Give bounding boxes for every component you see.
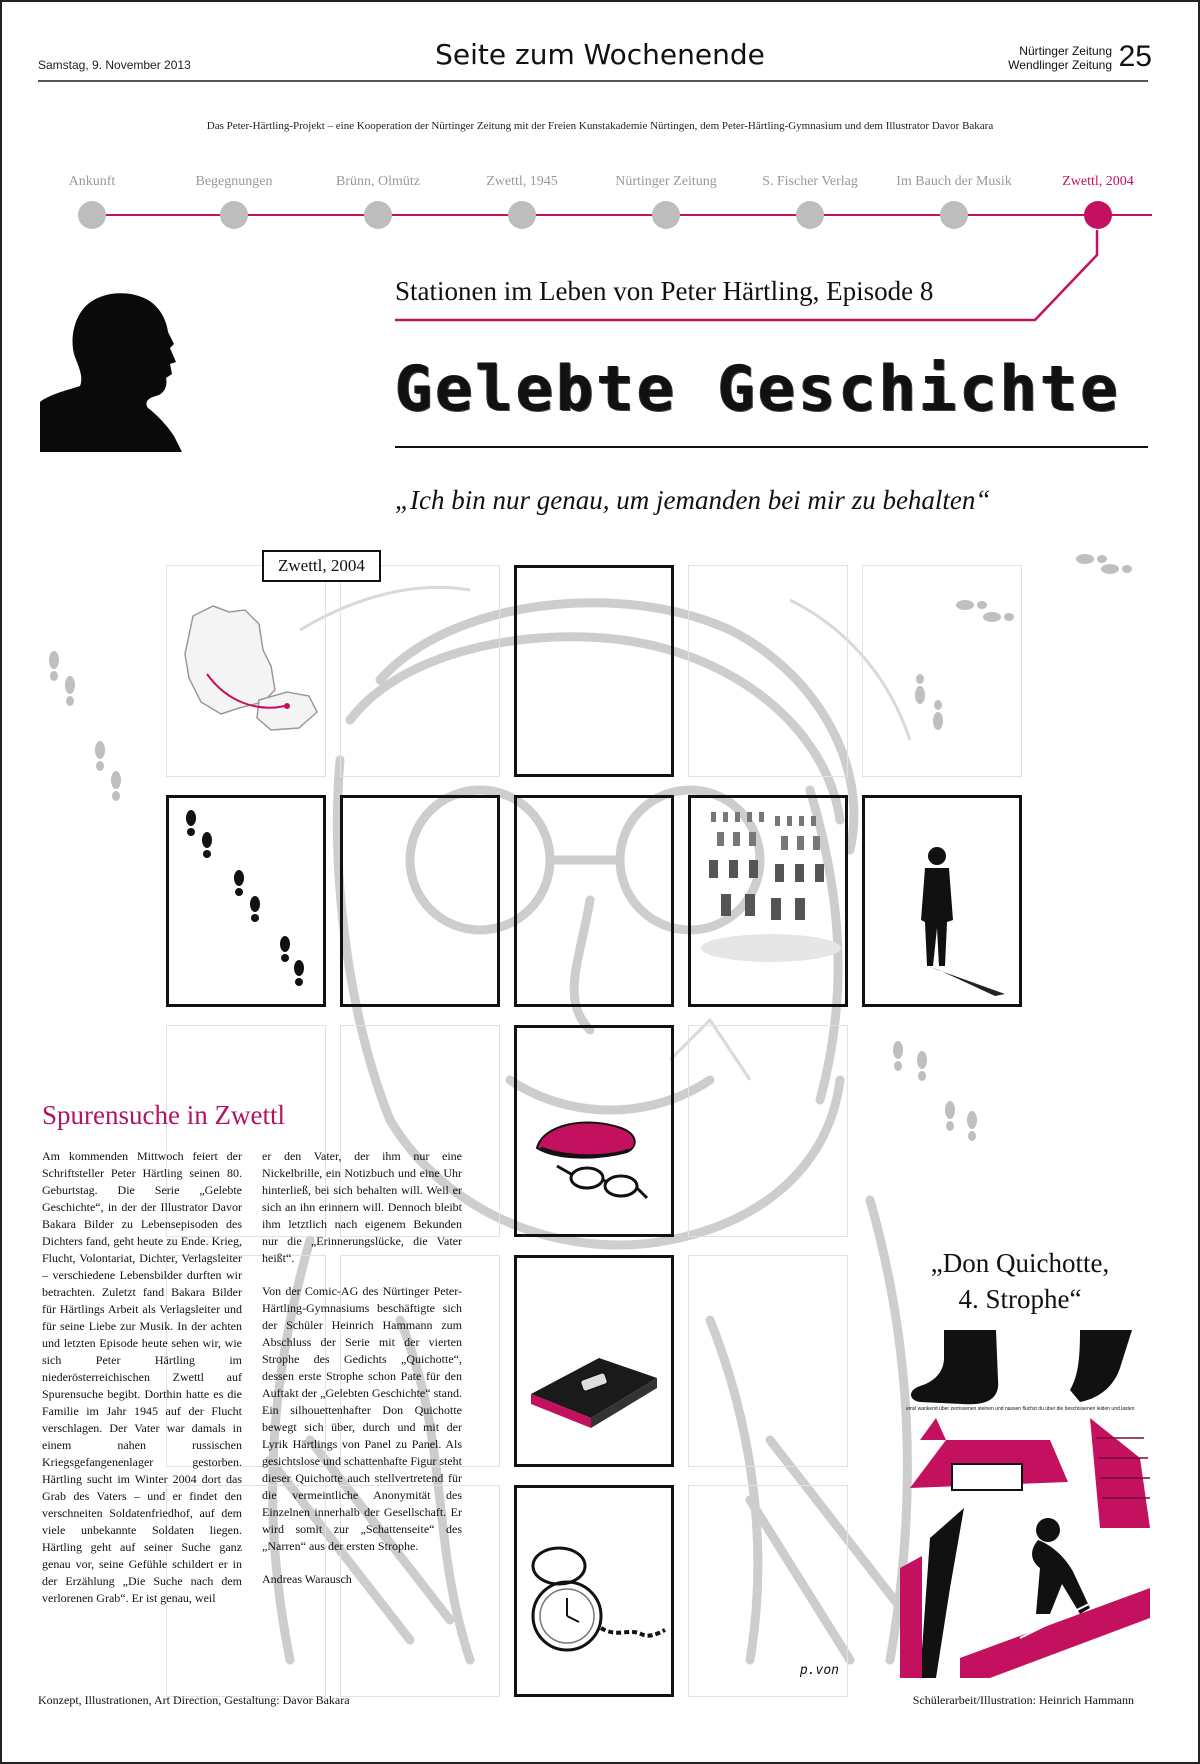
timeline-line — [92, 214, 1152, 216]
issue-date: Samstag, 9. November 2013 — [38, 58, 191, 72]
place-label: Zwettl, 2004 — [262, 550, 381, 582]
comic-panel-map — [166, 565, 326, 777]
comic-panel-empty — [688, 1255, 848, 1467]
pull-quote: „Ich bin nur genau, um jemanden bei mir zu behalten“ — [395, 485, 991, 515]
comic-panel-cap-glasses — [514, 1025, 674, 1237]
cap-and-glasses-icon — [517, 1028, 671, 1234]
timeline-connector — [395, 225, 1115, 325]
comic-panel-empty — [340, 565, 500, 777]
poem-title-line1: „Don Quichotte, — [930, 1248, 1110, 1278]
newspaper-name-line1: Nürtinger Zeitung — [1019, 44, 1112, 58]
timeline-station-label: Brünn, Olmütz — [336, 174, 420, 189]
house-roof-icon — [900, 1418, 1150, 1688]
series-title: Stationen im Leben von Peter Härtling, Episode 8 — [395, 276, 934, 306]
article-title: Spurensuche in Zwettl — [42, 1100, 285, 1130]
footprints-icon — [880, 1030, 990, 1150]
comic-panel-empty — [862, 565, 1022, 777]
newspaper-name-line2: Wendlinger Zeitung — [1008, 58, 1112, 72]
headline-rule — [395, 446, 1148, 448]
headline: Gelebte Geschichte — [395, 352, 1121, 425]
article-column-1 — [42, 1148, 242, 1623]
comic-panel-empty — [688, 1025, 848, 1237]
pocket-watch-icon — [517, 1488, 671, 1694]
article-paragraph: Von der Comic-AG des Nürtinger Peter-Härtling-Gymnasiums beschäftigte sich der Schüler Heinrich Hammann zum Abschluss der Serie mit der vierten Strophe des Gedichts „Quichotte“, dessen erste Strophe schon Pate für den Auftakt der „Gelebten Geschichte“ stand. Ein silhouettenhafter Don Quichotte bewegt sich über, durch und mit der Lyrik Härtlings von Panel zu Panel. Als gesichtslose und schattenhafte Figur steht dieser Quichotte auch stellvertretend für die vermeintliche Anonymität des Einzelnen innerhalb der Gesellschaft. Er wird somit zur „Schattenseite“ des „Narren“ aus der ersten Strophe. — [262, 1284, 462, 1553]
comic-panel-sketch — [514, 795, 674, 1007]
timeline-station-label: Im Bauch der Musik — [896, 174, 1012, 189]
footprints-icon — [169, 798, 323, 1004]
cemetery-crosses-icon — [691, 798, 845, 1004]
comic-panel-notebook — [514, 1255, 674, 1467]
poem-title-line2: 4. Strophe“ — [958, 1284, 1082, 1314]
timeline-station-dot — [78, 201, 106, 229]
man-silhouette-icon — [40, 282, 190, 452]
footprints-icon — [40, 640, 130, 810]
article-author: Andreas Warausch — [262, 1572, 352, 1586]
timeline-station-label: Zwettl, 2004 — [1062, 174, 1134, 189]
comic-panel-empty — [688, 565, 848, 777]
comic-panel-footprints — [166, 795, 326, 1007]
comic-panel-empty — [688, 1485, 848, 1697]
comic-panel-sketch — [340, 795, 500, 1007]
artist-signature: p.von — [799, 1663, 839, 1678]
poem-title — [900, 1245, 1140, 1317]
notebook-icon — [517, 1258, 671, 1464]
header-rule — [38, 80, 1148, 82]
footer-student-credit: Schülerarbeit/Illustration: Heinrich Hammann — [912, 1693, 1134, 1707]
project-line: Das Peter-Härtling-Projekt – eine Kooperation der Nürtinger Zeitung mit der Freien Kunstakademie Nürtingen, dem Peter-Härtling-Gymnasium und dem Illustrator Davor Bakara — [206, 120, 994, 132]
timeline-station-label: Zwettl, 1945 — [486, 174, 558, 189]
student-illustration — [900, 1328, 1150, 1688]
poem-line-caption: einsl wankend über zerrissenen steinen und nassen fluchst du über die beschissenen leiden und lasten — [906, 1406, 1135, 1412]
timeline-station-label: S. Fischer Verlag — [762, 174, 858, 189]
footer-credits: Konzept, Illustrationen, Art Direction, Gestaltung: Davor Bakara — [38, 1693, 350, 1707]
timeline-station-label: Nürtinger Zeitung — [615, 174, 717, 189]
comic-panel-graves — [688, 795, 848, 1007]
timeline-station-dot — [220, 201, 248, 229]
comic-panel-sketch — [514, 565, 674, 777]
page-number: 25 — [1118, 40, 1152, 73]
comic-panel-figure — [862, 795, 1022, 1007]
sitting-figure-icon — [1032, 1518, 1090, 1614]
section-title: Seite zum Wochenende — [435, 38, 765, 71]
timeline-station-label: Ankunft — [68, 174, 116, 189]
timeline-station-label: Begegnungen — [195, 174, 273, 189]
timeline-station-dot — [364, 201, 392, 229]
article-column-2 — [262, 1148, 462, 1604]
article-paragraph: Am kommenden Mittwoch feiert der Schriftsteller Peter Härtling seinen 80. Geburtstag. Die Serie „Gelebte Geschichte“, in der der Illustrator Davor Bakara Bilder zu Lebensepisoden des Dichters fand, geht heute zu Ende. Krieg, Flucht, Volontariat, Dichter, Verlagsleiter – verschiedene Lebensbilder durften wir betrachten. Zuletzt fand Bakara Bilder für Härtlings Arbeit als Verlagsleiter und für seine Liebe zur Musik. In der achten und letzten Episode heute sehen wir, wie sich Peter Härtling im niederösterreichischen Zwettl auf Spurensuche begibt. Dorthin hatte es die Familie im Jahr 1945 auf der Flucht verschlagen. Der Vater war damals in einem nahen russischen Kriegsgefangenenlager gestorben. Härtling sucht im Winter 2004 dort das Grab des Vaters – und er findet den verschneiten Soldatenfriedhof, auf dem viele unbekannte Soldaten liegen. Härtling geht auf seiner Suche ganz genau vor, seine Gefühle schildert er in der Erzählung „Die Suche nach dem verlorenen Grab“. Er ist genau, weil — [42, 1149, 242, 1605]
map-germany-austria-icon — [167, 566, 325, 776]
comic-panel-watch — [514, 1485, 674, 1697]
newspaper-name — [1008, 44, 1112, 72]
standing-man-silhouette-icon — [865, 798, 1019, 1004]
article-paragraph: er den Vater, der ihm nur eine Nickelbrille, ein Notizbuch und eine Uhr hinterließ, bei sich behalten will. Weil er sich an ihn erinnern will. Dennoch bleibt ihm letztlich nach eigenem Bekunden nur die „Erinnerungslücke, die Vater heißt“. — [262, 1149, 462, 1265]
